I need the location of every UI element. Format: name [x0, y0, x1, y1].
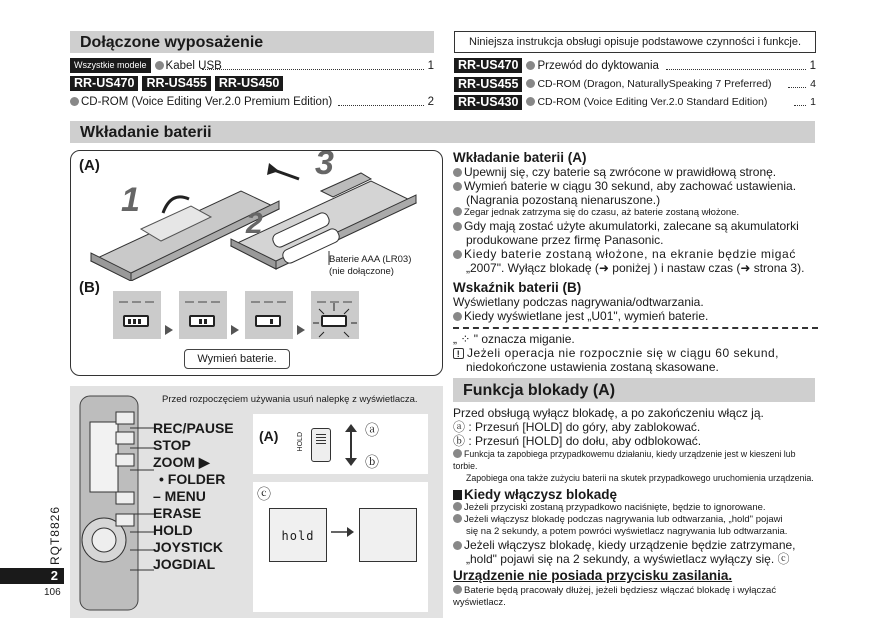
notice-box	[454, 31, 816, 53]
insert-item-3: Zegar jednak zatrzyma się do czasu, aż baterie zostaną włożone.	[464, 207, 740, 218]
usb-page: 1	[427, 60, 434, 72]
battery-instructions	[453, 150, 818, 374]
replace-callout	[184, 349, 290, 369]
bullet-icon	[155, 61, 164, 70]
leader-dots	[794, 105, 806, 106]
model-row-470	[454, 57, 816, 75]
square-bullet-icon	[453, 490, 462, 500]
accessory-usb-row	[70, 57, 434, 75]
heading-insert: Wkładanie baterii (A)	[453, 150, 587, 165]
insert-item-2b: (Nagrania pozostaną nienaruszone.)	[466, 193, 661, 207]
model-row-455	[454, 75, 816, 93]
insert-item-2: Wymień baterie w ciągu 30 sekund, aby zachować ustawienia.	[464, 179, 797, 193]
when-2: Jeżeli włączysz blokadę podczas nagrywania lub odtwarzania, „hold" pojawi	[464, 514, 783, 525]
power-note: Baterie będą pracowały dłużej, jeżeli będziesz włączać blokadę i wyłączać wyświetlacz.	[453, 585, 777, 608]
heading-no-power: Urządzenie nie posiada przycisku zasilania.	[453, 568, 733, 583]
arrow-right-icon	[297, 325, 305, 335]
notice-text: Niniejsza instrukcja obsługi opisuje podstawowe czynności i funkcje.	[469, 36, 801, 48]
indicator-text: Wyświetlany podczas nagrywania/odtwarzania.	[453, 295, 704, 309]
lock-section-header	[453, 378, 815, 402]
usb-text: Kabel USB	[165, 60, 222, 72]
accessories-header	[70, 31, 434, 53]
joystick-label: JOYSTICK	[153, 539, 224, 555]
when-2b: się na 2 sekundy, a potem powróci wyświetlacz nagrywania lub odtwarzania.	[466, 526, 788, 537]
arrow-right-icon	[231, 325, 239, 335]
blink-rays-icon	[311, 301, 359, 341]
all-models-tag: Wszystkie modele	[70, 58, 151, 73]
model-row-text: CD-ROM (Voice Editing Ver.2.0 Standard Edition)	[537, 96, 768, 108]
up-down-arrow-icon	[341, 422, 361, 468]
lock-intro: Przed obsługą wyłącz blokadę, a po zakończeniu włącz ją.	[453, 406, 764, 420]
lock-small-2: Zapobiega ona także zużyciu baterii na skutek przypadkowego uruchomienia urządzenia.	[466, 473, 814, 483]
accessory-cdrom-row	[70, 93, 434, 111]
battery-note	[329, 254, 411, 278]
hold-switch-panel	[253, 414, 428, 474]
battery-illustration	[70, 150, 443, 376]
stop-label: STOP	[153, 437, 191, 453]
blink-note: „ ⁘ " oznacza miganie.	[453, 332, 575, 346]
arrow-right-icon	[331, 526, 355, 538]
dashed-divider	[453, 327, 818, 329]
bullet-icon	[526, 97, 535, 106]
battery-note-2: (nie dołączone)	[329, 266, 394, 277]
insert-item-4: Gdy mają zostać użyte akumulatorki, zalecane są akumulatorki	[464, 219, 799, 233]
display-off-panel	[253, 482, 428, 612]
model-tag: RR-US470	[454, 58, 522, 73]
insert-item-4b: produkowane przez firmę Panasonic.	[466, 233, 664, 247]
replace-label: Wymień baterie.	[197, 353, 277, 365]
lock-section-title: Funkcja blokady (A)	[463, 382, 616, 399]
when-3: Jeżeli włączysz blokadę, kiedy urządzenie będzie zatrzymane,	[464, 538, 796, 552]
mark-c: ⓒ	[257, 486, 271, 502]
bullet-icon	[526, 79, 535, 88]
cdrom-page: 2	[427, 96, 434, 108]
arrowhead-icon	[267, 163, 279, 175]
mark-a: ⓐ	[365, 422, 379, 438]
accessories-title: Dołączone wyposażenie	[80, 34, 264, 51]
battery-level-empty-blinking	[311, 291, 359, 339]
warn-line-1: Jeżeli operacja nie rozpocznie się w ciągu 60 sekund,	[467, 346, 779, 360]
battery-note-1: Baterie AAA (LR03)	[329, 254, 412, 265]
display-blank	[359, 508, 417, 562]
lock-small-1: Funkcja ta zapobiega przypadkowemu działaniu, kiedy urządzenie jest w kieszeni lub torbie.	[453, 449, 796, 471]
model-row-text: CD-ROM (Dragon, NaturallySpeaking 7 Preferred)	[537, 78, 772, 90]
heading-indicator: Wskaźnik baterii (B)	[453, 280, 582, 295]
battery-section-header	[70, 121, 815, 143]
model-row-text: Przewód do dyktowania	[537, 60, 659, 72]
model-tag-455: RR-US455	[142, 76, 210, 91]
hold-switch-icon	[311, 428, 331, 462]
battery-level-full	[113, 291, 161, 339]
lock-instructions	[453, 406, 818, 609]
insert-item-1: Upewnij się, czy baterie są zwrócone w prawidłową stronę.	[464, 165, 777, 179]
display-hold: hold	[269, 508, 327, 562]
model-tag: RR-US430	[454, 95, 522, 110]
when-3b: „hold" pojawi się na 2 sekundy, a wyświetlacz wyłączy się. ⓒ	[466, 552, 790, 566]
jogdial-label: JOGDIAL	[153, 556, 216, 572]
lock-b: ⓑ : Przesuń [HOLD] do dołu, aby odblokować.	[453, 434, 702, 448]
hold-switch-text: HOLD	[297, 432, 304, 452]
cdrom-text: CD-ROM (Voice Editing Ver.2.0 Premium Edition)	[81, 96, 333, 108]
battery-section-title: Wkładanie baterii	[80, 124, 212, 141]
step-2-number: 2	[246, 207, 263, 240]
display-icon	[90, 422, 118, 492]
battery-level-two	[179, 291, 227, 339]
model-row-page: 1	[810, 96, 816, 108]
step-1-number: 1	[121, 181, 140, 219]
battery-level-one	[245, 291, 293, 339]
label-a: (A)	[79, 157, 100, 174]
warn-line-2: niedokończone ustawienia zostaną skasowane.	[466, 360, 719, 374]
indicator-item: Kiedy wyświetlane jest „U01", wymień baterie.	[464, 309, 709, 323]
leader-dots	[788, 87, 806, 88]
warning-icon: !	[453, 348, 464, 359]
insert-item-5b: „2007". Wyłącz blokadę (➜ poniżej ) i nastaw czas (➜ strona 3).	[466, 261, 805, 275]
erase-label: ERASE	[153, 505, 202, 521]
bullet-icon	[70, 97, 79, 106]
hold-label-a: (A)	[259, 428, 279, 444]
rec-pause-label: REC/PAUSE	[153, 420, 234, 436]
leader-dots	[338, 105, 424, 106]
model-tag-450: RR-US450	[215, 76, 283, 91]
leader-dots	[202, 69, 424, 70]
device-panel	[70, 386, 443, 618]
doc-code: RQT8826	[48, 506, 62, 566]
model-row-430	[454, 93, 816, 111]
zoom-label: ZOOM ▶	[153, 454, 210, 470]
page-number-badge	[0, 568, 64, 584]
model-tags-row	[70, 75, 287, 93]
label-b: (B)	[79, 279, 100, 296]
heading-when-locked: Kiedy włączysz blokadę	[464, 487, 618, 502]
arrow-right-icon	[165, 325, 173, 335]
model-tag: RR-US455	[454, 77, 522, 92]
leader-dots	[666, 69, 806, 70]
folder-label: • FOLDER	[159, 471, 226, 487]
lock-a: ⓐ : Przesuń [HOLD] do góry, aby zablokować.	[453, 420, 701, 434]
bullet-icon	[526, 61, 535, 70]
insert-item-5: Kiedy baterie zostaną włożone, na ekranie będzie migać	[464, 247, 796, 261]
model-row-page: 4	[810, 78, 816, 90]
hold-label: HOLD	[153, 522, 193, 538]
mark-b: ⓑ	[365, 454, 379, 470]
button-labels	[153, 420, 234, 573]
sticker-note: Przed rozpoczęciem używania usuń nalepkę z wyświetlacza.	[162, 394, 418, 405]
step-3-number: 3	[315, 151, 334, 182]
menu-label: – MENU	[153, 488, 206, 504]
model-tag-470: RR-US470	[70, 76, 138, 91]
page-sub: 106	[44, 587, 61, 598]
model-row-page: 1	[809, 60, 816, 72]
when-1: Jeżeli przyciski zostaną przypadkowo naciśnięte, będzie to ignorowane.	[464, 502, 766, 513]
page-number: 2	[50, 568, 58, 583]
